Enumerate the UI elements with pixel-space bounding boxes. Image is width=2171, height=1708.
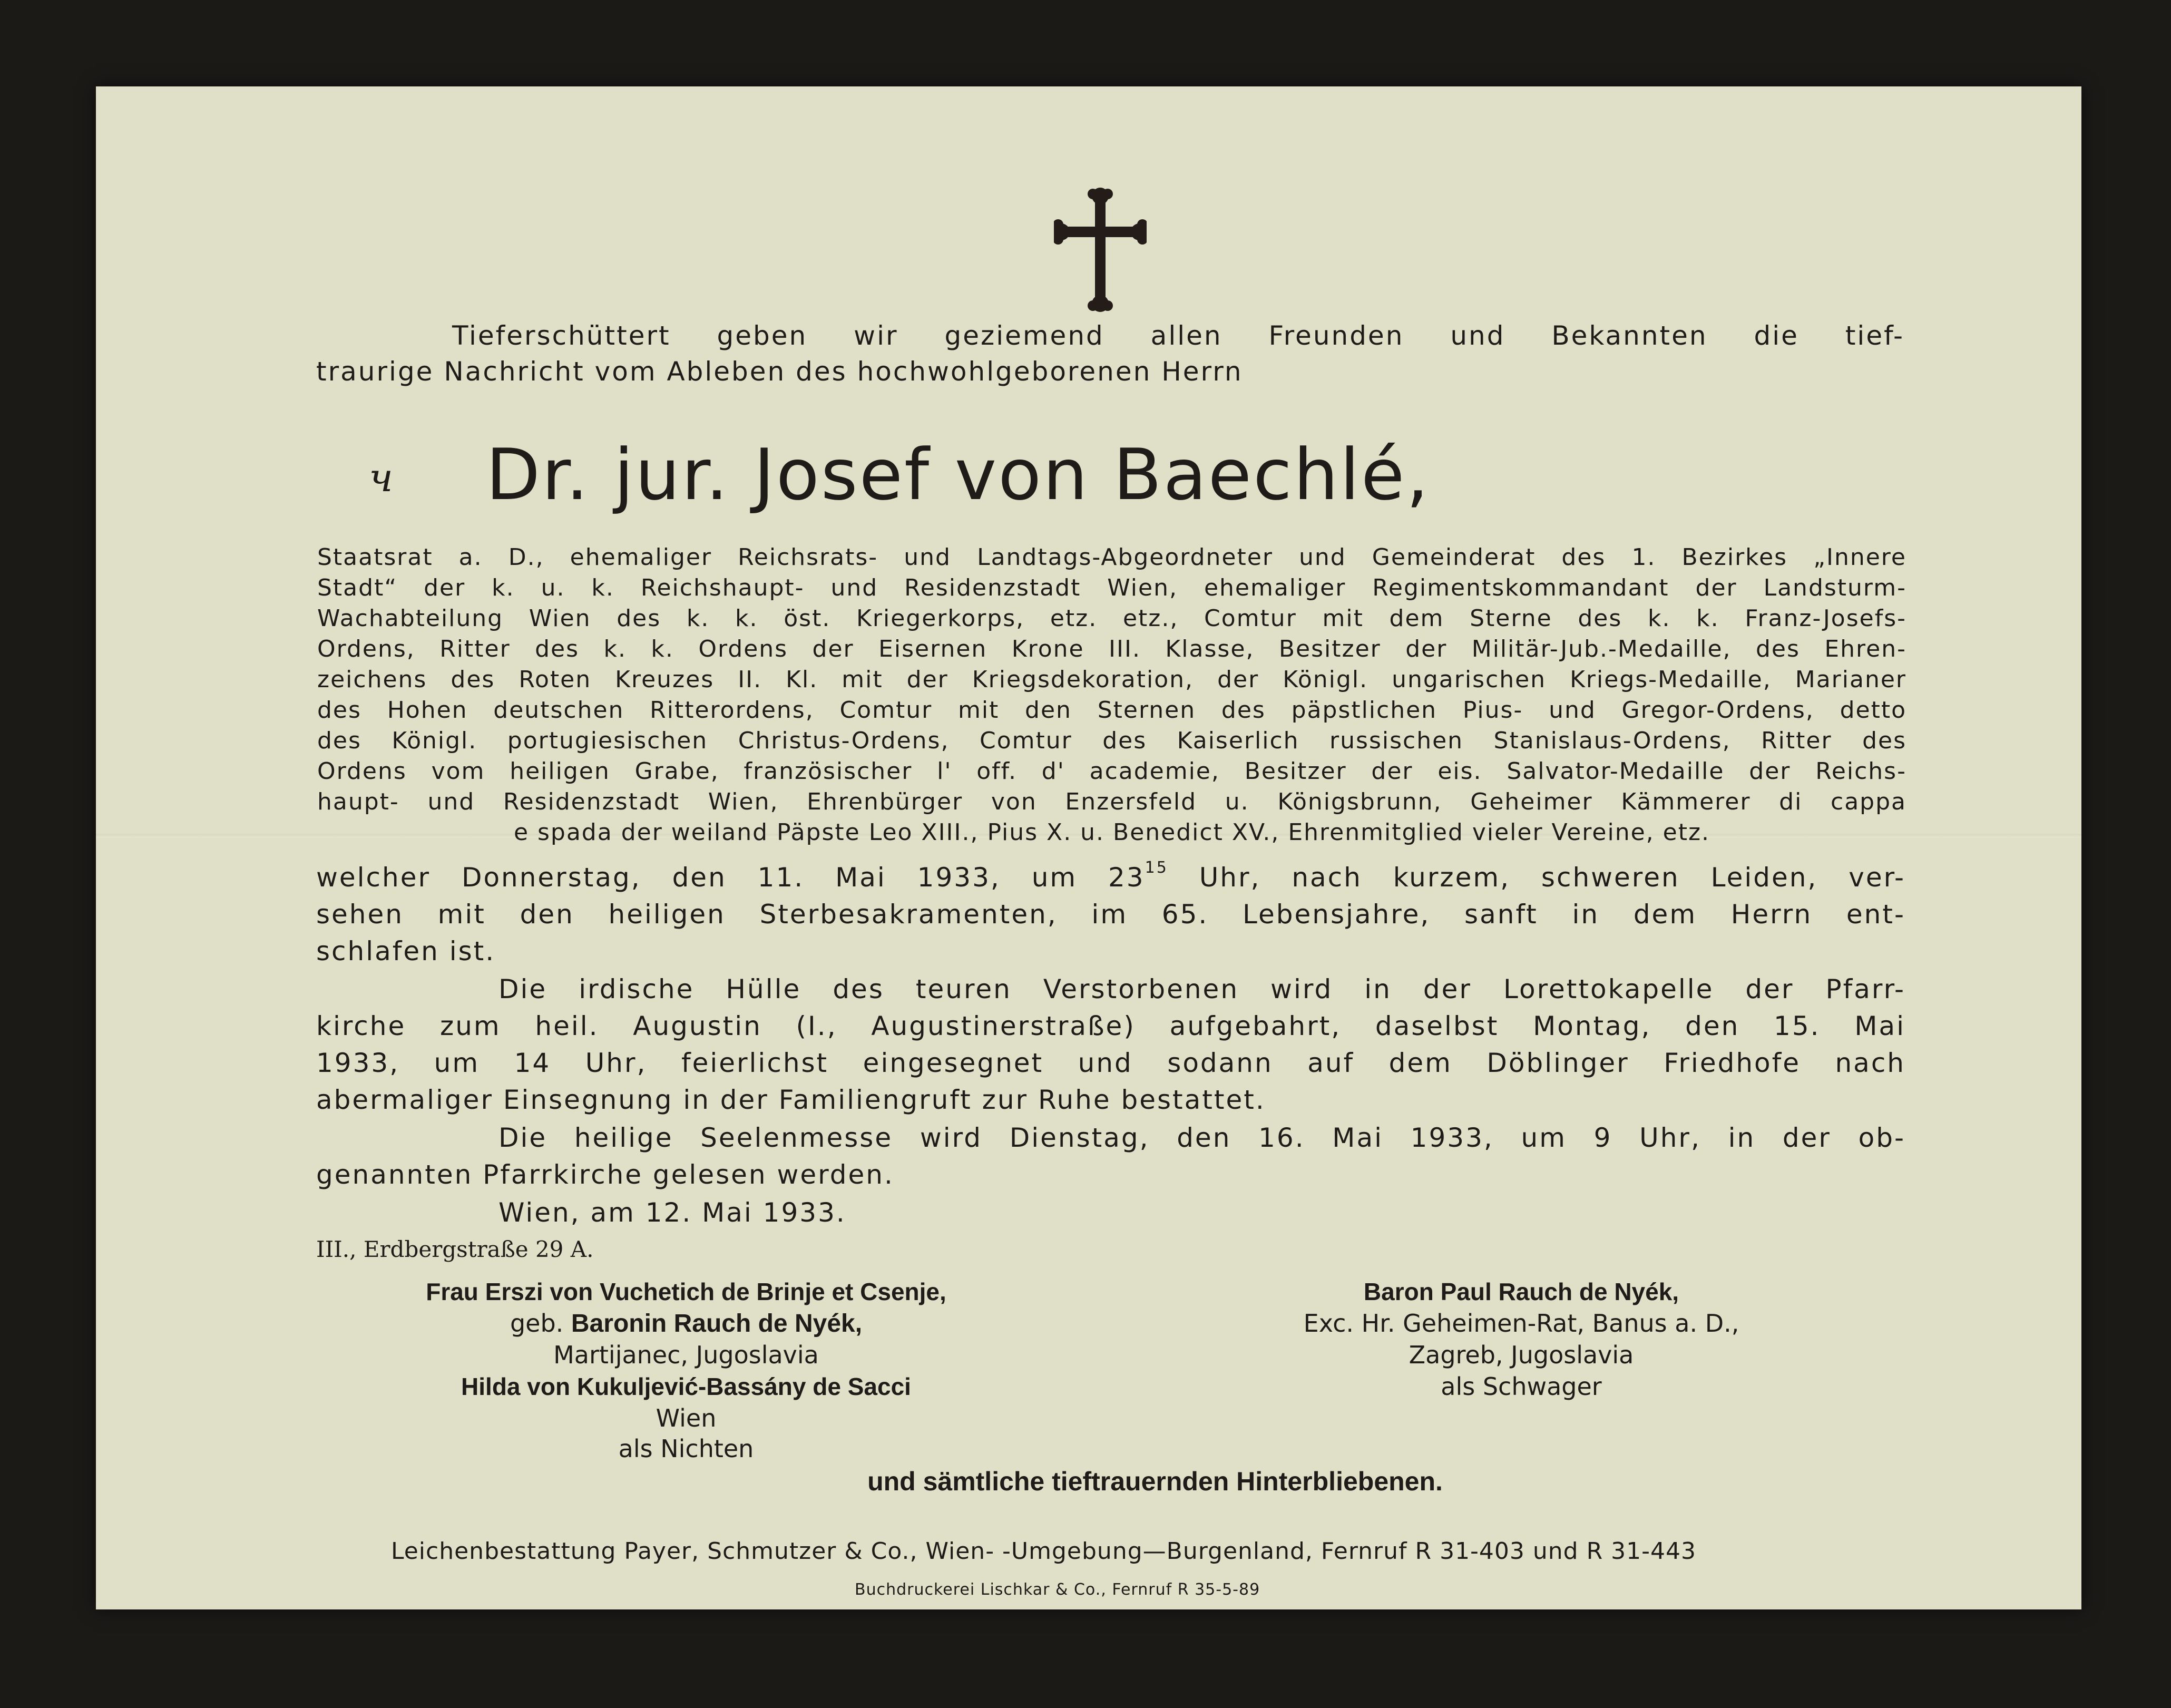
titles-line: e spada der weiland Päpste Leo XIII., Pius X. u. Benedict XV., Ehrenmitglied vieler Vereine, etz.: [513, 819, 1710, 846]
mass-line-2: genannten Pfarrkirche gelesen werden.: [316, 1159, 894, 1190]
funeral-line-4: abermaliger Einsegnung in der Familiengruft zur Ruhe bestattet.: [316, 1085, 1266, 1115]
mourner-geb: geb. Baronin Rauch de Nyék,: [510, 1309, 863, 1338]
latin-cross-icon: [1054, 188, 1147, 312]
death-line-3: schlafen ist.: [316, 936, 496, 967]
titles-line: zeichens des Roten Kreuzes II. Kl. mit der Kriegsdekoration, der Königl. ungarischen Kriegs-Medaille, Marianer: [317, 666, 1906, 693]
titles-line: haupt- und Residenzstadt Wien, Ehrenbürger von Enzersfeld u. Königsbrunn, Geheimer Kämmerer di cappa: [317, 788, 1906, 815]
intro-line-2: traurige Nachricht vom Ableben des hochwohlgeborenen Herrn: [316, 356, 1243, 387]
mourner-place-right: Zagreb, Jugoslavia: [1409, 1341, 1634, 1369]
titles-line: Wachabteilung Wien des k. k. öst. Kriegerkorps, etz. etz., Comtur mit dem Sterne des k. k. Franz-Josefs-: [317, 605, 1906, 632]
mourner-place-2: Wien: [656, 1404, 717, 1432]
titles-line: Stadt“ der k. u. k. Reichshaupt- und Residenzstadt Wien, ehemaliger Regimentskommandant der Landsturm-: [317, 574, 1906, 601]
death-line-2: sehen mit den heiligen Sterbesakramenten, im 65. Lebensjahre, sanft in dem Herrn ent-: [316, 899, 1905, 930]
handwritten-mark: ч: [369, 455, 394, 501]
funeral-line-1: Die irdische Hülle des teuren Verstorbenen wird in der Lorettokapelle der Pfarr-: [498, 974, 1905, 1004]
deceased-name: Dr. jur. Josef von Baechlé,: [486, 434, 1430, 516]
funeral-line-3: 1933, um 14 Uhr, feierlichst eingesegnet und sodann auf dem Döblinger Friedhofe nach: [316, 1048, 1905, 1078]
mass-line-1: Die heilige Seelenmesse wird Dienstag, den 16. Mai 1933, um 9 Uhr, in der ob-: [498, 1123, 1905, 1153]
mourner-name-right: Baron Paul Rauch de Nyék,: [1363, 1278, 1679, 1305]
titles-line: des Königl. portugiesischen Christus-Ordens, Comtur des Kaiserlich russischen Stanislaus-Ordens, Ritter des: [317, 727, 1906, 754]
titles-line: Staatsrat a. D., ehemaliger Reichsrats- und Landtags-Abgeordneter und Gemeinderat des 1. Bezirkes „Innere: [317, 544, 1906, 571]
place-date: Wien, am 12. Mai 1933.: [498, 1197, 846, 1228]
address: III., Erdbergstraße 29 A.: [316, 1236, 594, 1262]
titles-line: Ordens vom heiligen Grabe, französischer l' off. d' academie, Besitzer der eis. Salvator-Medaille der Reichs-: [317, 758, 1906, 785]
obituary-notice: [96, 86, 2081, 1609]
titles-line: Ordens, Ritter des k. k. Ordens der Eisernen Krone III. Klasse, Besitzer der Militär-Jub.-Medaille, des Ehren-: [317, 636, 1906, 662]
mourner-name-1: Frau Erszi von Vuchetich de Brinje et Csenje,: [426, 1278, 946, 1305]
funeral-line-2: kirche zum heil. Augustin (I., Augustinerstraße) aufgebahrt, daselbst Montag, den 15. Mai: [316, 1011, 1905, 1041]
intro-line-1: Tieferschüttert geben wir geziemend allen Freunden und Bekannten die tief-: [452, 320, 1904, 351]
undertaker-line: Leichenbestattung Payer, Schmutzer & Co., Wien- -Umgebung—Burgenland, Fernruf R 31-403 und R 31-443: [391, 1538, 1696, 1565]
mourner-name-2: Hilda von Kukuljević-Bassány de Sacci: [461, 1373, 911, 1400]
mourner-relation-right: als Schwager: [1441, 1372, 1602, 1401]
closing-line: und sämtliche tieftrauernden Hinterbliebenen.: [867, 1467, 1443, 1496]
mourner-relation-left: als Nichten: [618, 1434, 754, 1463]
mourner-place-1: Martijanec, Jugoslavia: [553, 1341, 819, 1369]
death-line-1: welcher Donnerstag, den 11. Mai 1933, um $23^{15}$ Uhr, nach kurzem, schweren Leiden, ver-: [316, 858, 1905, 893]
printer-line: Buchdruckerei Lischkar & Co., Fernruf R 35-5-89: [855, 1580, 1260, 1599]
titles-line: des Hohen deutschen Ritterordens, Comtur mit den Sternen des päpstlichen Pius- und Gregor-Ordens, detto: [317, 697, 1906, 724]
mourner-title-right: Exc. Hr. Geheimen-Rat, Banus a. D.,: [1303, 1309, 1739, 1338]
